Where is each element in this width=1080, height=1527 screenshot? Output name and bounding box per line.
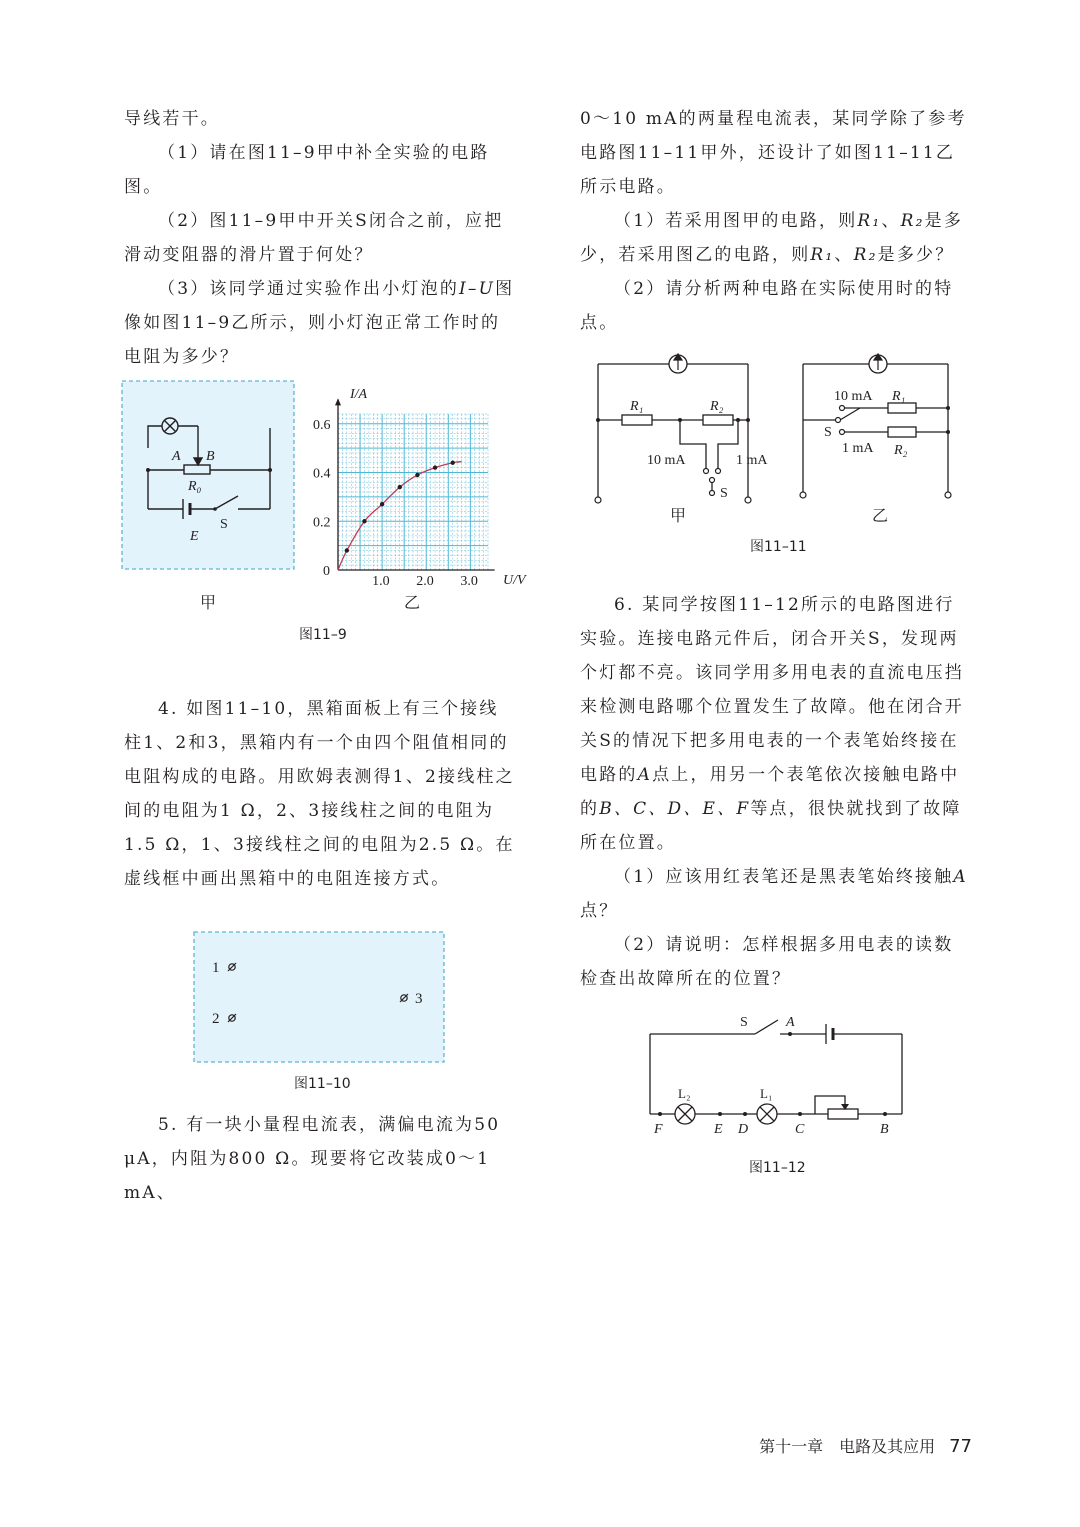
label-b: B [206, 449, 215, 464]
range-1ma-label: 1 mA [736, 453, 768, 468]
label-jia: 甲 [670, 506, 687, 525]
question-3-text-b: 图像如图11–9乙所示，则小灯泡正常工作时的电阻为多少？ [124, 279, 515, 367]
problem-6-text [580, 588, 972, 860]
terminal-2-label: 2 [212, 1011, 220, 1027]
question-6-2: （2）请说明：怎样根据多用电表的读数检查出故障所在的位置？ [580, 935, 954, 989]
text: 是多少，若采用图乙的电路，则 [580, 211, 964, 265]
left-column [124, 102, 516, 374]
range-1ma-label: 1 mA [842, 441, 874, 456]
figure-caption: 图11–9 [299, 627, 347, 643]
resistor-r1-icon [888, 403, 916, 413]
y-tick-label: 0.6 [313, 417, 331, 433]
data-point [398, 485, 402, 489]
question-6-1 [580, 860, 972, 928]
lamp-l1-label: L₁ [760, 1086, 773, 1101]
iu-chart [313, 398, 495, 589]
problem-5 [124, 1108, 516, 1210]
text: （1）应该用红表笔还是黑表笔始终接触 [614, 867, 954, 887]
problem-5-continued: 0～10 mA的两量程电流表，某同学除了参考电路图11–11甲外，还设计了如图11–11乙所示电路。 [580, 109, 967, 197]
switch-s-label: S [720, 486, 728, 501]
label-jia: 甲 [200, 593, 217, 612]
page-footer [759, 1434, 972, 1457]
origin-label: 0 [323, 564, 330, 579]
data-point [345, 548, 349, 552]
terminal-1-label: 1 [212, 960, 220, 976]
terminal-3-label: 3 [415, 991, 423, 1007]
range-10ma-label: 10 mA [647, 453, 686, 468]
data-point [380, 502, 384, 506]
text: 是多少？ [877, 245, 955, 265]
question-3-text-a: （3）该同学通过实验作出小灯泡的 [158, 279, 460, 299]
resistor-r1-icon [622, 415, 652, 425]
x-tick-label: 1.0 [372, 574, 390, 589]
label-yi: 乙 [872, 506, 889, 525]
text: 、 [881, 211, 901, 231]
problem-4-text: 4. 如图11–10，黑箱面板上有三个接线柱1、2和3，黑箱内有一个由四个阻值相同的电阻构成的电路。用欧姆表测得1、2接线柱之间的电阻为1 Ω，2、3接线柱之间的电阻为1.5 Ω，1、3接线柱之间的电阻为2.5 Ω。在虚线框中画出黑箱中的电阻连接方式。 [124, 699, 515, 889]
x-tick-label: 3.0 [460, 574, 478, 589]
question-2: （2）图11–9甲中开关S闭合之前，应把滑动变阻器的滑片置于何处？ [124, 211, 504, 265]
figure-caption: 图11–12 [749, 1160, 806, 1176]
data-point [451, 461, 455, 465]
figure-11-11 [588, 340, 968, 530]
label-yi: 乙 [404, 593, 421, 612]
range-10ma-label: 10 mA [834, 389, 873, 404]
right-column [580, 102, 972, 340]
label-r0: R₀ [188, 479, 202, 494]
r2-symbol: R₂ [853, 245, 878, 265]
data-point [415, 473, 419, 477]
text: 等点，很快就找到了故障所在位置。 [580, 799, 962, 853]
y-axis-label: I/A [350, 387, 368, 402]
text: 6. 某同学按图11–12所示的电路图进行实验。连接电路元件后，闭合开关S，发现两个灯都不亮。该同学用多用电表的直流电压挡来检测电路哪个位置发生了故障。他在闭合开关S的情况下把多用电表的一个表笔始终接在电路的 [580, 595, 964, 785]
data-point [433, 465, 437, 469]
figure-11-9 [120, 378, 540, 648]
question-3 [124, 272, 516, 374]
r2-symbol: R₂ [900, 211, 925, 231]
y-tick-label: 0.2 [313, 515, 331, 531]
figure-11-12 [640, 1008, 920, 1138]
question-1: （1）请在图11–9甲中补全实验的电路图。 [124, 143, 490, 197]
problem-4 [124, 692, 516, 896]
rheostat-icon [828, 1109, 858, 1119]
switch-s-label: S [740, 1015, 748, 1030]
point-c-label: C [795, 1122, 805, 1137]
lamp-l2-label: L₂ [678, 1086, 691, 1101]
problem-6 [580, 588, 972, 996]
switch-s-label: S [824, 425, 832, 440]
iu-symbol: I–U [459, 279, 496, 299]
text: 点？ [580, 901, 619, 921]
label-a: A [172, 449, 181, 464]
paragraph: 导线若干。 [124, 109, 220, 129]
point-a: A [953, 867, 968, 887]
point-b-label: B [880, 1122, 889, 1137]
r1-label: R₁ [892, 389, 906, 404]
points: B、C、D、E、F [599, 799, 751, 819]
r1-label: R₁ [630, 399, 644, 414]
circuit-yi [803, 355, 948, 492]
question-5-1 [580, 204, 972, 272]
y-tick-label: 0.4 [313, 466, 331, 482]
x-tick-label: 2.0 [416, 574, 434, 589]
figure-caption: 图11–11 [750, 539, 807, 555]
r2-label: R₂ [710, 399, 724, 414]
point-e-label: E [714, 1122, 723, 1137]
page-number: 77 [949, 1436, 972, 1457]
label-s: S [220, 517, 228, 532]
figure-11-10 [192, 930, 448, 1066]
text: 点上，用另一个表笔依次接触电路中的 [580, 765, 960, 819]
data-point [362, 519, 366, 523]
point-f-label: F [654, 1122, 663, 1137]
chapter-title: 第十一章 电路及其应用 [759, 1437, 936, 1456]
problem-5-text: 5. 有一块小量程电流表，满偏电流为50 μA，内阻为800 Ω。现要将它改装成0～1 mA、 [124, 1115, 501, 1203]
circuit-jia [598, 355, 748, 498]
question-5-2: （2）请分析两种电路在实际使用时的特点。 [580, 279, 954, 333]
label-e: E [190, 529, 199, 544]
y-axis-arrow [335, 398, 341, 405]
resistor-r2-icon [703, 415, 733, 425]
point-a: A [637, 765, 653, 785]
x-axis-label: U/V [503, 573, 526, 588]
point-d-label: D [738, 1122, 749, 1137]
text: 、 [834, 245, 854, 265]
r1-symbol: R₁ [810, 245, 835, 265]
text: （1）若采用图甲的电路，则 [614, 211, 858, 231]
resistor-r2-icon [888, 427, 916, 437]
figure-caption: 图11–10 [294, 1076, 351, 1092]
point-a-label: A [786, 1015, 795, 1030]
r1-symbol: R₁ [857, 211, 882, 231]
r2-label: R₂ [894, 443, 908, 458]
